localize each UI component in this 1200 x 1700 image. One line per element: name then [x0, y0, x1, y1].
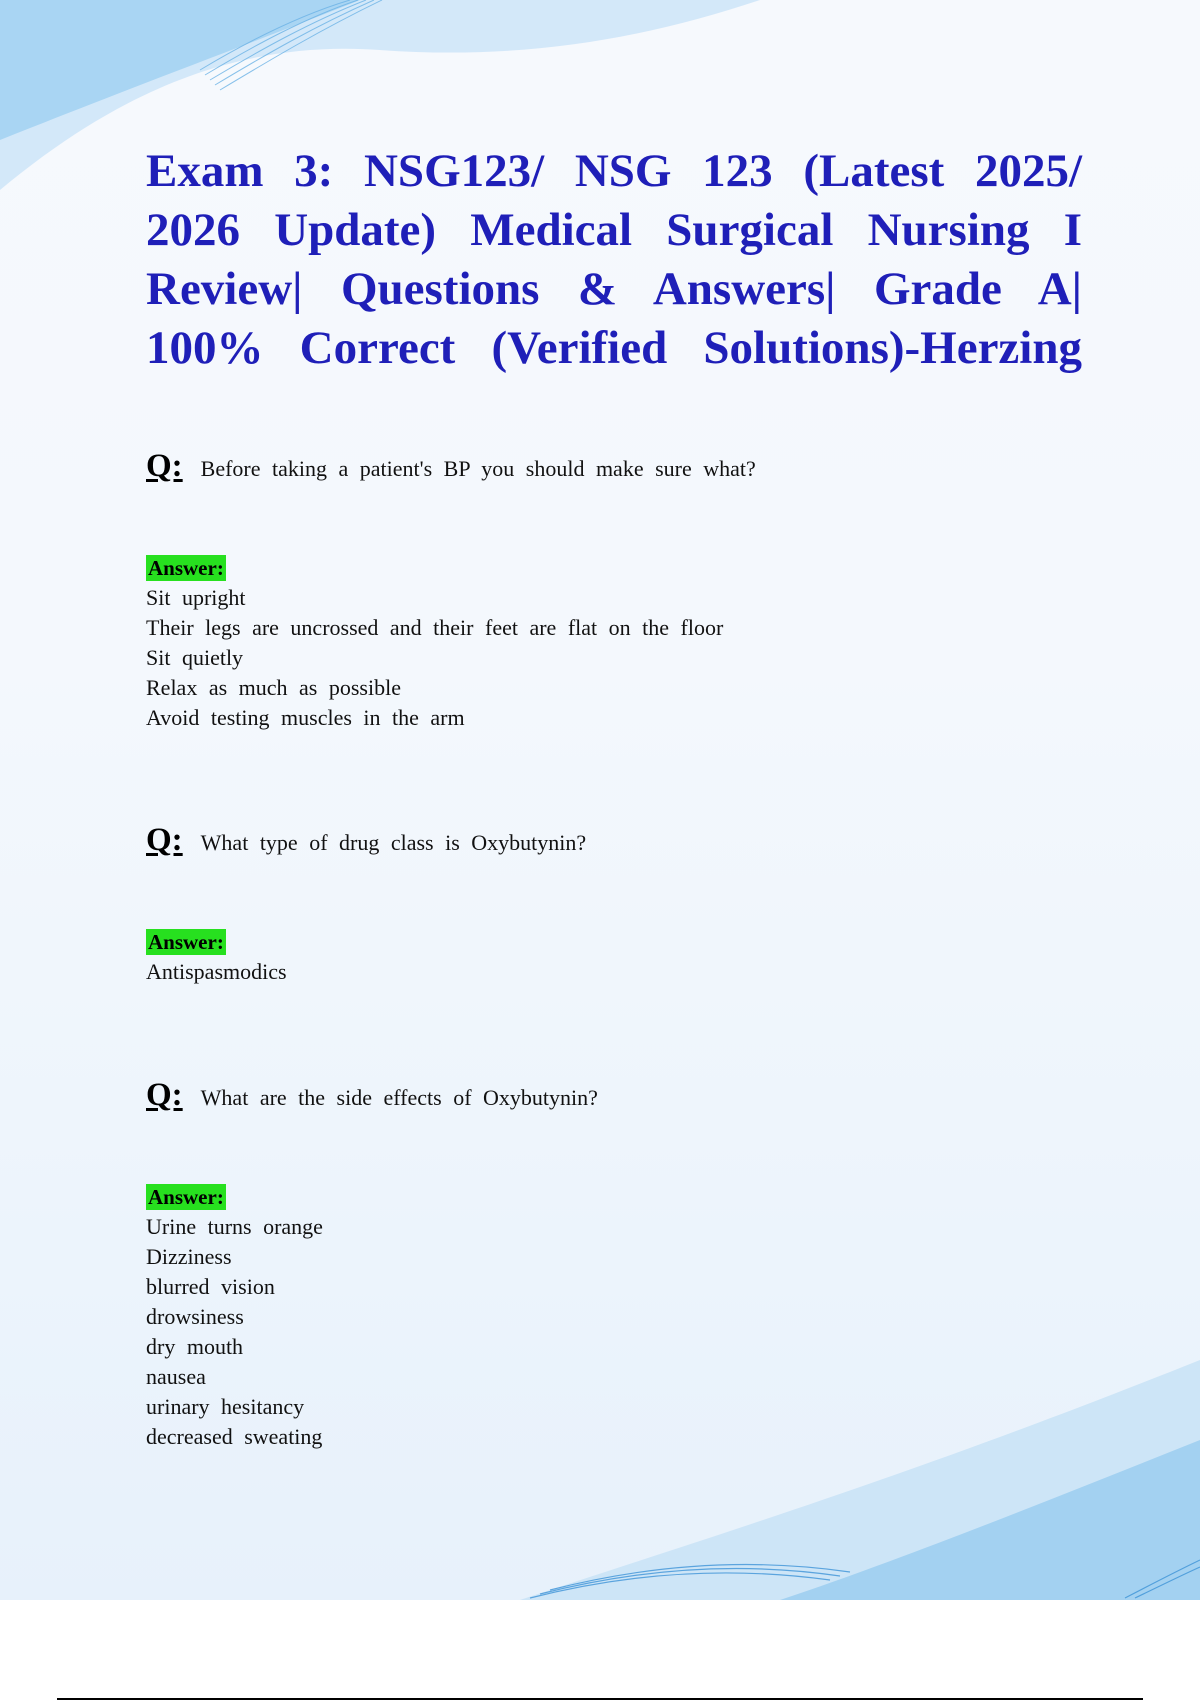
answer-line: Their legs are uncrossed and their feet are flat on the floor: [146, 615, 724, 640]
answer-line: drowsiness: [146, 1304, 244, 1329]
title-line: 2026 Update) Medical Surgical Nursing I: [146, 204, 1082, 256]
answer-line: Urine turns orange: [146, 1214, 323, 1239]
question-row: [146, 1077, 1046, 1114]
question-label: Q:: [146, 822, 183, 858]
question-label: Q:: [146, 448, 183, 484]
qa-block: [146, 1077, 1046, 1452]
answer-line: Dizziness: [146, 1244, 232, 1269]
answer-line: Sit upright: [146, 585, 246, 610]
answer-label: Answer:: [148, 1185, 224, 1209]
title-line: Review| Questions & Answers| Grade A|: [146, 263, 1082, 315]
answer-line: urinary hesitancy: [146, 1394, 305, 1419]
answer-line: Avoid testing muscles in the arm: [146, 705, 465, 730]
question-text: What are the side effects of Oxybutynin?: [200, 1085, 598, 1110]
answer-line: dry mouth: [146, 1334, 244, 1359]
title-line: 100% Correct (Verified Solutions)-Herzing: [146, 322, 1082, 374]
question-text: What type of drug class is Oxybutynin?: [200, 830, 587, 855]
question-text: Before taking a patient's BP you should make sure what?: [200, 456, 756, 481]
question-row: [146, 448, 1046, 485]
title-line: Exam 3: NSG123/ NSG 123 (Latest 2025/: [146, 145, 1082, 197]
document-title: [146, 142, 1082, 378]
answer-list: [146, 957, 1046, 987]
answer-line: Antispasmodics: [146, 959, 287, 984]
answer-line: blurred vision: [146, 1274, 275, 1299]
answer-list: [146, 1212, 1046, 1452]
answer-line: nausea: [146, 1364, 206, 1389]
question-label: Q:: [146, 1077, 183, 1113]
answer-line: Relax as much as possible: [146, 675, 401, 700]
question-row: [146, 822, 1046, 859]
answer-label: Answer:: [148, 556, 224, 580]
answer-label: Answer:: [148, 930, 224, 954]
answer-line: decreased sweating: [146, 1424, 323, 1449]
answer-list: [146, 583, 1046, 733]
answer-line: Sit quietly: [146, 645, 244, 670]
qa-block: [146, 822, 1046, 987]
qa-block: [146, 448, 1046, 733]
